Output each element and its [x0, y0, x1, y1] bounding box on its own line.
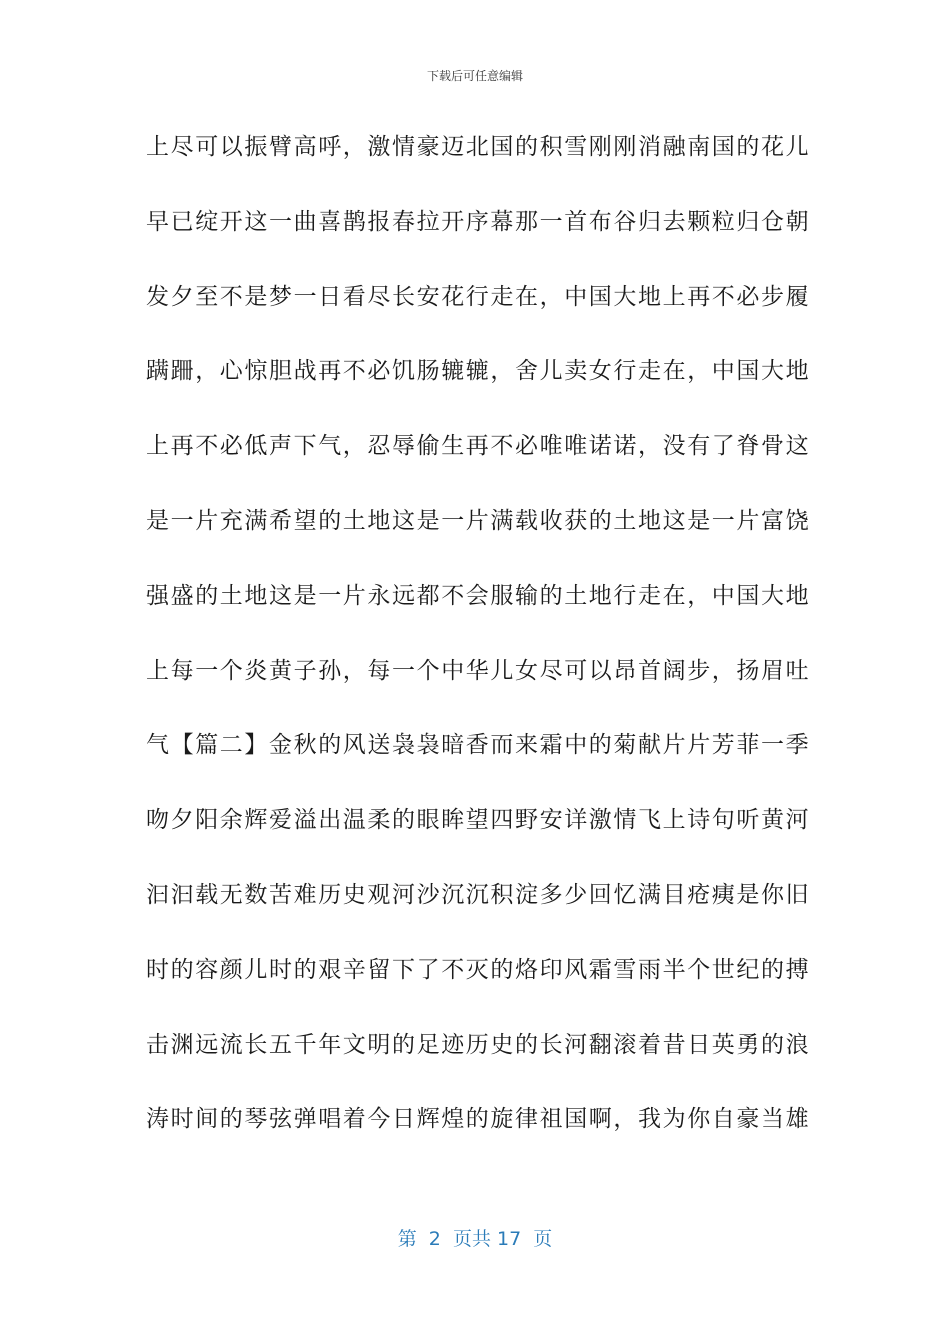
text-line: 发夕至不是梦一日看尽长安花行走在，中国大地上再不必步履 [146, 283, 811, 310]
document-body [146, 122, 811, 1169]
text-line: 是一片充满希望的土地这是一片满载收获的土地这是一片富饶 [146, 507, 811, 534]
text-line: 吻夕阳余辉爱溢出温柔的眼眸望四野安详激情飞上诗句听黄河 [146, 807, 811, 834]
text-line: 上尽可以振臂高呼，激情豪迈北国的积雪刚刚消融南国的花儿 [146, 134, 811, 160]
text-line: 涛时间的琴弦弹唱着今日辉煌的旋律祖国啊，我为你自豪当雄 [146, 1106, 811, 1133]
page-number-footer: 第 2 页共 17 页 [397, 1228, 553, 1250]
text-line: 蹒跚，心惊胆战再不必饥肠辘辘，舍儿卖女行走在，中国大地 [146, 358, 811, 385]
text-line: 强盛的土地这是一片永远都不会服输的土地行走在，中国大地 [146, 582, 811, 609]
text-line: 时的容颜儿时的艰辛留下了不灭的烙印风霜雪雨半个世纪的搏 [146, 956, 811, 983]
text-line: 早已绽开这一曲喜鹊报春拉开序幕那一首布谷归去颗粒归仓朝 [146, 208, 811, 235]
text-line: 汩汩载无数苦难历史观河沙沉沉积淀多少回忆满目疮痍是你旧 [146, 881, 811, 908]
text-line: 气【篇二】金秋的风送袅袅暗香而来霜中的菊献片片芳菲一季 [146, 732, 811, 759]
text-line: 击渊远流长五千年文明的足迹历史的长河翻滚着昔日英勇的浪 [146, 1031, 811, 1058]
page-header: 下载后可任意编辑 [426, 69, 523, 83]
text-line: 上再不必低声下气，忍辱偷生再不必唯唯诺诺，没有了脊骨这 [146, 433, 811, 460]
text-line: 上每一个炎黄子孙，每一个中华儿女尽可以昂首阔步，扬眉吐 [146, 657, 811, 684]
